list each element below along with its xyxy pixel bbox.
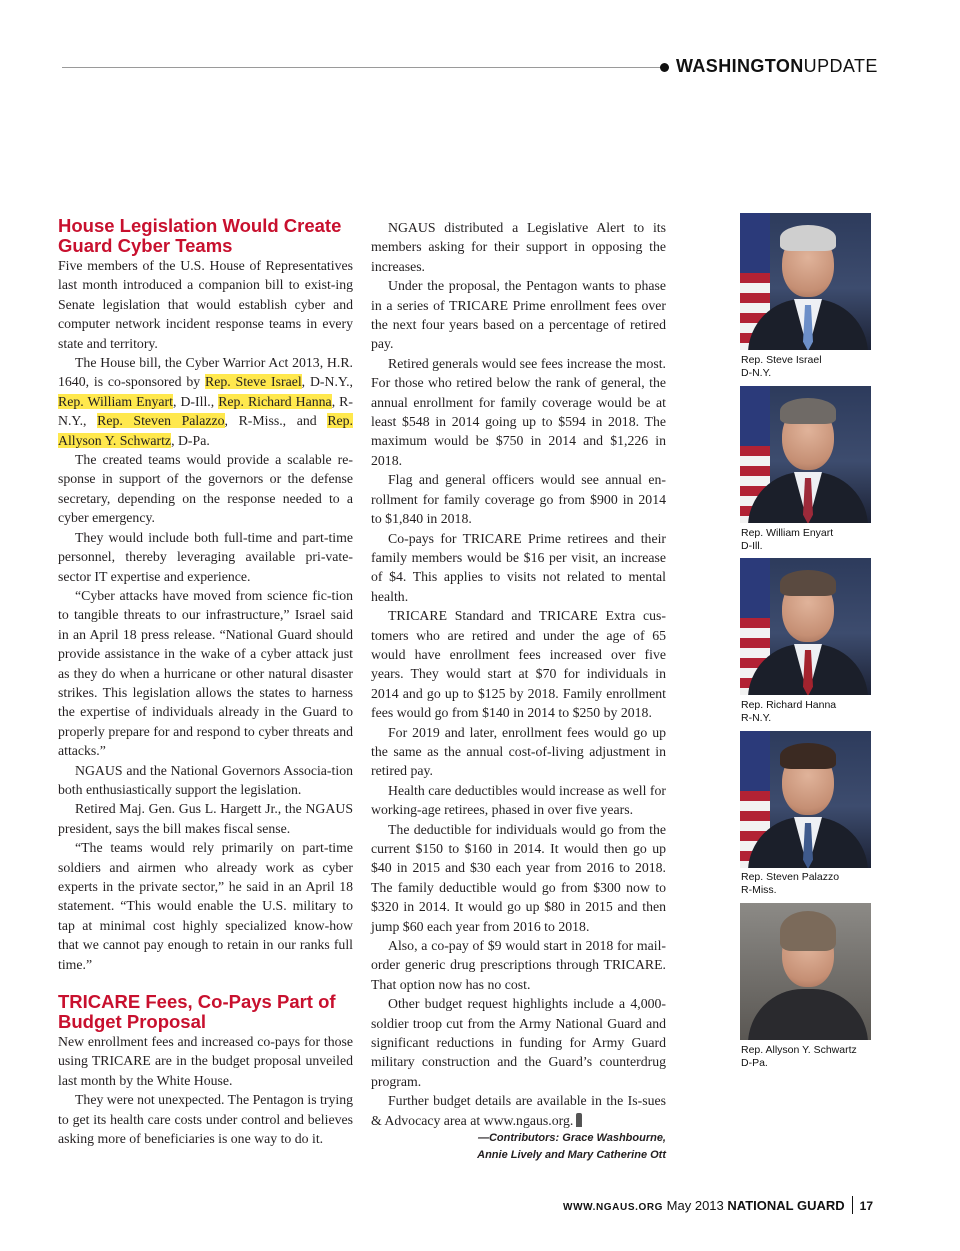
article1-paragraph: Five members of the U.S. House of Representatives last month introduced a companion bill to exist-ing Senate legislation that would establish cyber and computer network incident response teams in every state and territory. [58,258,353,351]
section-label-light: UPDATE [803,56,878,76]
article2-paragraph: New enrollment fees and increased co-pays for those using TRICARE are in the budget proposal unveiled last month by the White House. [58,1034,353,1088]
article1-headline: House Legislation Would Create Guard Cyber Teams [58,215,342,256]
article2-paragraph: Other budget request highlights include a 4,000-soldier troop cut from the Army National Guard and significant reductions in funding for Army Guard military construction and the Guard’s counterdrug program. [371,996,666,1089]
highlight-rep-palazzo: Rep. Steven Palazzo [97,413,225,429]
section-label [676,56,878,77]
footer-divider [852,1196,853,1214]
portrait-caption [741,699,891,724]
article1-paragraph: Retired Maj. Gen. Gus L. Hargett Jr., the NGAUS president, says the bill makes fiscal sense. [58,801,353,836]
article1-paragraph-sponsors [58,353,353,450]
article1-paragraph: The created teams would provide a scalable re-sponse in support of the governors or the defense secretary, depending on the response needed to a cyber emergency. [58,452,353,526]
article2-paragraph: For 2019 and later, enrollment fees would go up the same as the annual cost-of-living adjustment in retired pay. [371,724,666,779]
portrait-allyson-schwartz [740,903,871,1040]
contributors-line: —Contributors: Grace Washbourne, [477,1132,666,1145]
caption-name: Rep. Steve Israel [741,354,822,366]
sponsors-sep: , D-Ill., [172,393,219,409]
portrait-steve-israel [740,213,871,350]
section-label-bold: WASHINGTON [676,56,804,76]
sponsors-sep: , R-Miss., and [224,413,328,429]
portrait-steven-palazzo [740,731,871,868]
article2-paragraph: The deductible for individuals would go from the current $150 to $160 in 2014. It would then go up $40 in 2015 and $30 each year from 2016 to 2018. The family deductible would go from $300 now to $320 in 2014. It would go up $80 in 2015 and then jump $60 each year from 2016 to 2018. [371,821,666,934]
article2-paragraph: NGAUS distributed a Legislative Alert to its members asking for their support in opposing the increases. [371,220,666,274]
portrait-richard-hanna [740,558,871,695]
contributors-line: Annie Lively and Mary Catherine Ott [477,1149,666,1162]
bullet-icon [660,63,669,72]
portrait-william-enyart [740,386,871,523]
sponsors-lead: The House bill, the Cyber Warrior Act 2013, H.R. 1640, is co-sponsored by [58,355,353,390]
article1-paragraph-quote: “The teams would rely primarily on part-time soldiers and airmen who already work as cyber experts in the private sector,” he said in an April 18 statement. “This would enable the U.S. military to tap at minimal cost highly specialized know-how that we cannot pay enough to retain in our ranks full time.” [58,840,353,972]
caption-party: R-Miss. [741,883,777,896]
article1-paragraph: They would include both full-time and part-time personnel, thereby leveraging available pri-vate-sector IT expertise and experience. [58,529,353,584]
article2-paragraph-last [371,1091,666,1130]
page-footer [563,1196,873,1214]
page-number: 17 [859,1199,873,1213]
sponsors-sep: , D-N.Y., [301,374,354,390]
caption-name: Rep. Allyson Y. Schwartz [741,1044,857,1056]
article2-final-text: Further budget details are available in the Is-sues & Advocacy area at www.ngaus.org. [371,1093,666,1128]
footer-magazine: NATIONAL GUARD [727,1198,845,1213]
caption-name: Rep. William Enyart [741,527,834,539]
footer-date: May 2013 [666,1198,724,1213]
end-mark-icon [576,1113,582,1127]
caption-name: Rep. Richard Hanna [741,699,837,711]
article2-paragraph: Flag and general officers would see annual en-rollment for family coverage go from $900 in 2014 to $1,840 in 2018. [371,472,666,527]
article2-paragraph: Health care deductibles would increase as well for working-age retirees, phased in over five years. [371,782,666,818]
highlight-rep-enyart: Rep. William Enyart [58,393,173,409]
highlight-rep-hanna: Rep. Richard Hanna [218,393,332,409]
article2-paragraph: Also, a co-pay of $9 would start in 2018 for mail-order generic drug prescriptions through TRICARE. That option now has no cost. [371,938,666,992]
portrait-caption [741,527,891,552]
highlight-rep-israel: Rep. Steve Israel [205,374,302,390]
article2-headline: TRICARE Fees, Co-Pays Part of Budget Proposal [58,991,336,1033]
caption-party: D-N.Y. [741,366,772,379]
portrait-caption [741,1044,891,1069]
caption-party: R-N.Y. [741,711,772,724]
article2-paragraph: Retired generals would see fees increase the most. For those who retired below the rank of general, the annual enrollment for family coverage would be at least $548 in 2014 going up to $594 in 2018. The maximum would be $750 in 2014 and $1,226 in 2018. [371,355,666,468]
article2-paragraph: TRICARE Standard and TRICARE Extra cus-tomers who are retired and under the age of 65 would have enrollment fees increased over five years. They would start at $70 for individuals in 2014 and go up to $125 by 2018. Family enrollment fees would go from $140 in 2014 to $250 by 2018. [371,608,666,721]
sponsors-sep: , R-N.Y., [58,393,353,429]
article1-paragraph: NGAUS and the National Governors Associa-tion both enthusiastically support the legislation. [58,762,353,797]
sponsors-sep: , D-Pa. [171,432,210,448]
footer-url: WWW.NGAUS.ORG [563,1202,664,1213]
highlight-rep-schwartz: Rep. Allyson Y. Schwartz [58,413,353,448]
caption-party: D-Ill. [741,539,763,552]
article2-paragraph: Co-pays for TRICARE Prime retirees and their family members would be $16 per visit, an increase of $4. This applies to visits not related to mental health. [371,530,666,604]
caption-party: D-Pa. [741,1056,768,1069]
article1-paragraph-quote: “Cyber attacks have moved from science fic-tion to tangible threats to our infrastructure,” Israel said in an April 18 press release. “National Guard should provide assistance in the wake of a cyber attack just as they do when a hurricane or other natural disaster strikes. This legislation allows the states to harness the expertise of individuals already in the Guard to properly prepare for and respond to cyber threats and attacks.” [58,587,353,759]
article2-paragraph: They were not unexpected. The Pentagon is trying to get its health care costs under control and believes asking more of beneficiaries is one way to do it. [58,1092,353,1147]
header-rule [62,67,662,68]
article2-paragraph: Under the proposal, the Pentagon wants to phase in a series of TRICARE Prime enrollment fees over the next four years based on a percentage of retired pay. [371,278,666,352]
column-left [58,216,353,1148]
portrait-caption [741,871,891,896]
portrait-caption [741,354,891,379]
caption-name: Rep. Steven Palazzo [741,871,840,883]
column-middle [371,218,666,1164]
